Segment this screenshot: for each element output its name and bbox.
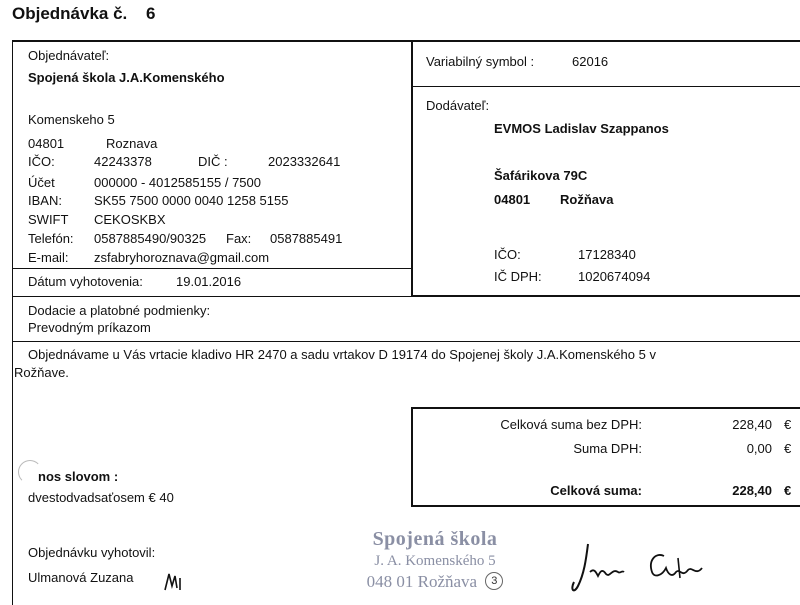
orderer-ucet-label: Účet [28,175,55,190]
vat-currency: € [784,441,792,456]
words-label: nos slovom : [38,469,119,484]
words-value: dvestodvadsaťosem € 40 [28,490,174,505]
terms-value: Prevodným príkazom [28,320,151,335]
stamp-line2: J. A. Komenského 5 [374,553,496,569]
net-label: Celková suma bez DPH: [500,417,642,432]
total-label: Celková suma: [550,483,642,498]
issued-by-label: Objednávku vyhotovil: [28,545,156,560]
order-text-line1: Objednávame u Vás vrtacie kladivo HR 2470 a sadu vrtakov D 19174 do Spojenej školy J.A.Komenského 5 v [28,347,656,362]
divider-terms-top [12,296,800,297]
school-stamp [340,528,530,592]
variable-symbol-label: Variabilný symbol : [426,54,535,69]
initials-signature [160,568,190,596]
orderer-phone-label: Telefón: [28,231,74,246]
net-value: 228,40 [732,417,772,432]
orderer-phone: 0587885490/90325 [94,231,207,246]
orderer-fax: 0587885491 [270,231,343,246]
terms-label: Dodacie a platobné podmienky: [28,303,211,318]
orderer-street: Komenskeho 5 [28,112,115,127]
vat-label: Suma DPH: [573,441,642,456]
handwritten-signature [568,538,718,600]
divider-date-top [12,268,412,269]
border-top [12,40,800,42]
orderer-dic-label: DIČ : [198,154,228,169]
orderer-dic: 2023332641 [268,154,341,169]
totals-bottom [412,505,800,507]
orderer-email: zsfabryhoroznava@gmail.com [94,250,270,265]
date-value: 19.01.2016 [176,274,242,289]
page-title [12,4,155,24]
stamp-city: 048 01 Rožňava [366,572,478,591]
divider-terms-bottom [12,341,800,342]
variable-symbol-value: 62016 [572,54,609,69]
orderer-swift-label: SWIFT [28,212,69,227]
supplier-ico-label: IČO: [494,247,521,262]
net-currency: € [784,417,792,432]
orderer-ico: 42243378 [94,154,152,169]
orderer-email-label: E-mail: [28,250,69,265]
orderer-iban: SK55 7500 0000 0040 1258 5155 [94,193,289,208]
orderer-ucet: 000000 - 4012585155 / 7500 [94,175,261,190]
date-label: Dátum vyhotovenia: [28,274,143,289]
totals-left [411,407,413,507]
stamp-line1: Spojená škola [372,528,498,550]
supplier-icdph: 1020674094 [578,269,651,284]
totals-top [412,407,800,409]
title-text: Objednávka č. [12,4,128,23]
stamp-line3 [340,572,530,592]
supplier-ico: 17128340 [578,247,636,262]
orderer-ico-label: IČO: [28,154,55,169]
orderer-name: Spojená škola J.A.Komenského [28,70,225,85]
total-value: 228,40 [732,483,772,498]
orderer-city: Roznava [106,136,158,151]
stamp-number: 3 [485,572,503,590]
supplier-icdph-label: IČ DPH: [494,269,542,284]
supplier-zip: 04801 [494,192,531,207]
total-currency: € [784,483,792,498]
orderer-iban-label: IBAN: [28,193,62,208]
orderer-fax-label: Fax: [226,231,252,246]
orderer-swift: CEKOSKBX [94,212,166,227]
orderer-zip: 04801 [28,136,65,151]
issued-by-name: Ulmanová Zuzana [28,570,134,585]
supplier-street: Šafárikova 79C [494,168,588,183]
order-text-line2: Rožňave. [14,365,69,380]
order-number: 6 [146,4,156,23]
orderer-label: Objednávateľ: [28,48,110,63]
supplier-city: Rožňava [560,192,614,207]
supplier-label: Dodávateľ: [426,98,490,113]
border-left [12,40,13,605]
vat-value: 0,00 [746,441,772,456]
divider-vs [411,86,800,87]
divider-vertical-top [411,40,413,296]
supplier-name: EVMOS Ladislav Szappanos [494,121,669,136]
